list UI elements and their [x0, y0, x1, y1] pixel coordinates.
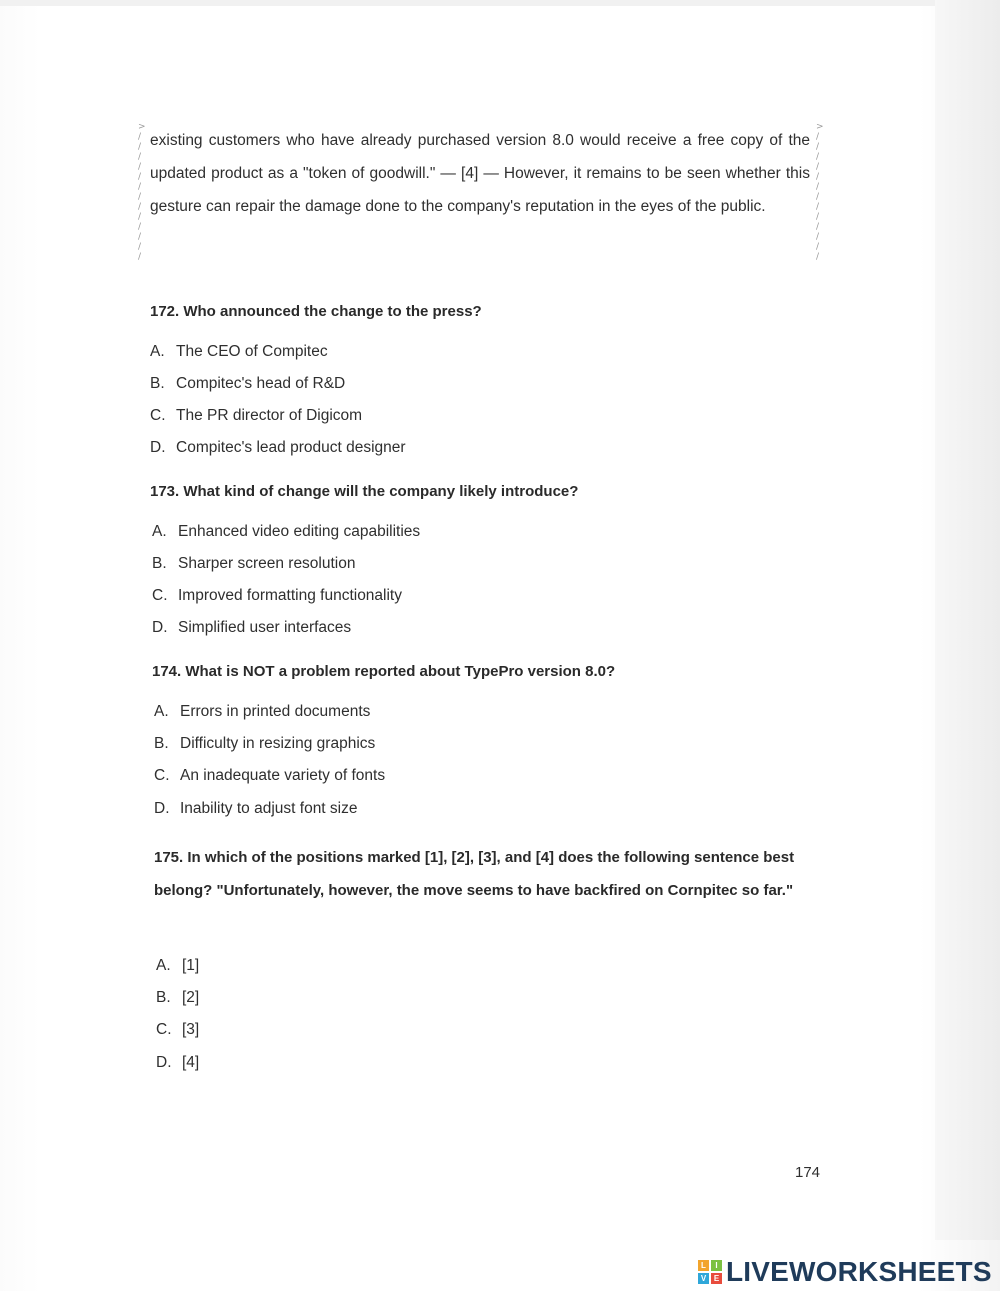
q175-option-a[interactable] — [156, 957, 199, 975]
q172-option-c[interactable] — [150, 407, 362, 425]
option-text: The CEO of Compitec — [176, 343, 328, 360]
q173-option-c[interactable] — [152, 587, 402, 605]
logo-block: I — [711, 1260, 722, 1271]
option-letter: D. — [156, 1054, 172, 1071]
option-letter: A. — [150, 343, 165, 360]
q174-option-b[interactable] — [154, 735, 375, 753]
logo-blocks-icon — [698, 1260, 722, 1284]
option-letter: D. — [154, 800, 170, 817]
option-letter: A. — [154, 703, 169, 720]
q172-option-d[interactable] — [150, 439, 406, 457]
reading-passage-box — [138, 122, 826, 262]
passage-text: existing customers who have already purchased version 8.0 would receive a free copy of the updated product as a "token of goodwill." — [4] — However, it remains to be seen whether this gesture can repair the damage done to the company's reputation in the eyes of the public. — [150, 132, 810, 215]
option-text: Simplified user interfaces — [178, 619, 352, 636]
question-174-prompt: 174. What is NOT a problem reported about TypePro version 8.0? — [152, 663, 616, 680]
q173-option-a[interactable] — [152, 523, 420, 541]
q175-option-d[interactable] — [156, 1054, 199, 1072]
option-letter: B. — [156, 989, 171, 1006]
option-text: Sharper screen resolution — [178, 555, 356, 572]
option-text: Compitec's lead product designer — [176, 439, 406, 456]
option-text: Compitec's head of R&D — [176, 375, 346, 392]
option-text: An inadequate variety of fonts — [180, 767, 386, 784]
liveworksheets-logo[interactable] — [698, 1256, 992, 1288]
scan-top-edge — [0, 0, 1000, 6]
option-letter: C. — [152, 587, 168, 604]
logo-block: E — [711, 1273, 722, 1284]
option-text: [3] — [182, 1021, 200, 1038]
option-text: [1] — [182, 957, 200, 974]
q174-option-c[interactable] — [154, 767, 385, 785]
option-text: The PR director of Digicom — [176, 407, 363, 424]
option-text: Errors in printed documents — [180, 703, 371, 720]
page-number: 174 — [795, 1164, 821, 1181]
option-text: Inability to adjust font size — [180, 800, 358, 817]
passage-border-right: > / / / / / / / / / / / / / — [816, 122, 824, 262]
option-letter: B. — [154, 735, 169, 752]
question-175-prompt: 175. In which of the positions marked [1], [2], [3], and [4] does the following sentence best belong? "Unfortunately, however, the move seems to have backfired on Cornpitec so far." — [154, 849, 795, 899]
scan-right-edge — [935, 0, 1000, 1240]
option-text: Enhanced video editing capabilities — [178, 523, 421, 540]
option-text: [2] — [182, 989, 200, 1006]
q175-option-b[interactable] — [156, 989, 199, 1007]
option-letter: C. — [154, 767, 170, 784]
q173-option-b[interactable] — [152, 555, 356, 573]
question-172-prompt: 172. Who announced the change to the press? — [150, 303, 482, 320]
option-letter: A. — [156, 957, 171, 974]
q172-option-b[interactable] — [150, 375, 345, 393]
question-173-prompt: 173. What kind of change will the company likely introduce? — [150, 483, 579, 500]
q172-option-a[interactable] — [150, 343, 328, 361]
q174-option-d[interactable] — [154, 800, 358, 818]
logo-text: LIVEWORKSHEETS — [726, 1256, 992, 1287]
q174-option-a[interactable] — [154, 703, 370, 721]
option-letter: B. — [150, 375, 165, 392]
option-letter: C. — [150, 407, 166, 424]
option-text: Improved formatting functionality — [178, 587, 402, 604]
option-letter: C. — [156, 1021, 172, 1038]
logo-block: L — [698, 1260, 709, 1271]
q175-option-c[interactable] — [156, 1021, 199, 1039]
option-letter: A. — [152, 523, 167, 540]
option-letter: B. — [152, 555, 167, 572]
q173-option-d[interactable] — [152, 619, 351, 637]
passage-border-left: > / / / / / / / / / / / / / — [138, 122, 146, 262]
option-text: Difficulty in resizing graphics — [180, 735, 376, 752]
option-letter: D. — [152, 619, 168, 636]
logo-block: V — [698, 1273, 709, 1284]
option-letter: D. — [150, 439, 166, 456]
option-text: [4] — [182, 1054, 200, 1071]
